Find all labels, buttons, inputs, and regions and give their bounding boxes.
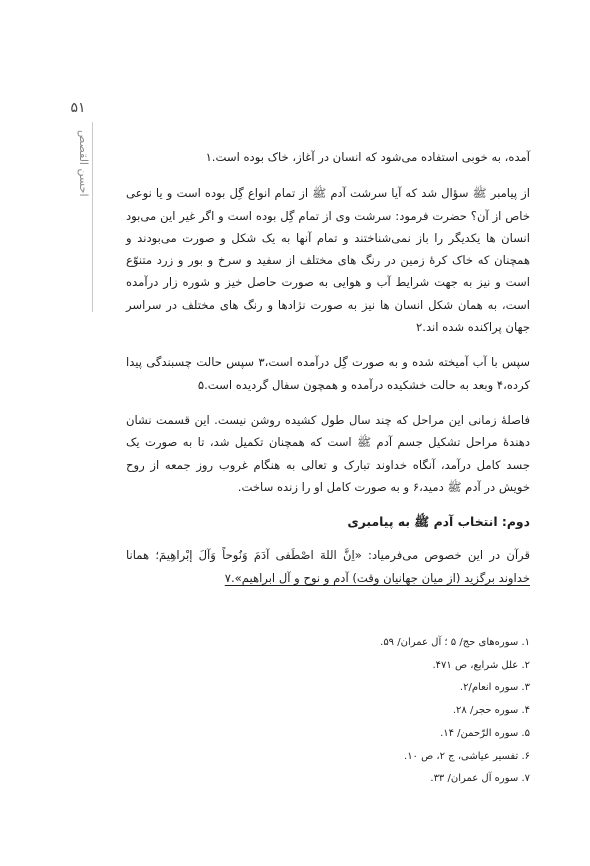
footnote: ۱. سوره‌های حج/ ۵ ؛ آل عمران/ ۵۹. — [380, 637, 530, 648]
footnote: ۴. سوره حجر/ ۲۸. — [452, 705, 530, 717]
footnote: ۳. سوره انعام/۲. — [459, 682, 530, 694]
footnotes — [220, 632, 530, 791]
paragraph: از پیامبر ﷺ سؤال شد که آیا سرشت آدم ﷺ از تمام انواع گِل بوده است و یا نوعی خاص از آن؟ حضرت فرمود: سرشت وی از تمام گِل بوده است و اگر غیر این می‌بود انسان ها یکدیگر را باز نمی‌شناختند و تمام آنها به یک شکل و صورت می‌بودند و همچنان که خاک کرهٔ زمین در رنگ های مختلف از سفید و سرخ و بور و زرد متنوّع است و نیز به جهت شرایط آب و هوایی به صورت حاصل خیز و شوره زار درآمده است، به همان شکل انسان ها نیز به صورت نژادها و رنگ های مختلف در سراسر جهان پراکنده شده اند.۲ — [126, 186, 530, 335]
quote-line-underlined: خداوند برگزید (از میان جهانیان وقت) آدم و نوح و آل ابراهیم».۷ — [224, 570, 530, 585]
footnote: ۷. سوره آل عمران/ ۳۳. — [430, 773, 530, 785]
footnote: ۲. علل شرایع، ص ۴۷۱. — [432, 659, 530, 671]
running-title: احسن القصص — [77, 130, 90, 197]
paragraph: آمده، به خوبی استفاده می‌شود که انسان در آغاز، خاک بوده است.۱ — [205, 150, 530, 164]
footnote: ۶. تفسیر عیاشی، ج ۲، ص ۱۰. — [404, 750, 530, 762]
quran-quote — [126, 544, 530, 589]
main-text — [126, 146, 530, 602]
paragraph: سپس با آب آمیخته شده و به صورت گِل درآمده است،۳ سپس حالت چسبندگی پیدا کرده،۴ وبعد به حالت خشکیده درآمده و همچون سفال گردیده است.۵ — [126, 355, 530, 392]
quote-line: قرآن در این خصوص می‌فرمیاد: «اِنَّ اللهَ اصْطَفی آدَمَ وَنُوحاً وَآلَ إبْراهِیمَ؛ همانا — [126, 548, 530, 563]
margin-rule — [92, 122, 93, 312]
section-heading: دوم: انتخاب آدم ﷺ به پیامبری — [347, 514, 530, 530]
footnote: ۵. سوره الرّحمن/ ۱۴. — [440, 727, 530, 739]
page-number: ۵۱ — [70, 100, 86, 116]
paragraph: فاصلهٔ زمانی این مراحل که چند سال طول کشیده روشن نیست. این قسمت نشان دهندهٔ مراحل تشکیل جسم آدم ﷺ است که همچنان تکمیل شد، تا به صورت یک جسد کامل درآمد، آنگاه خداوند تبارک و تعالی به هنگام غروب روز جمعه از روح خویش در آدم ﷺ دمید،۶ و به صورت کامل او را زنده ساخت. — [126, 412, 530, 494]
